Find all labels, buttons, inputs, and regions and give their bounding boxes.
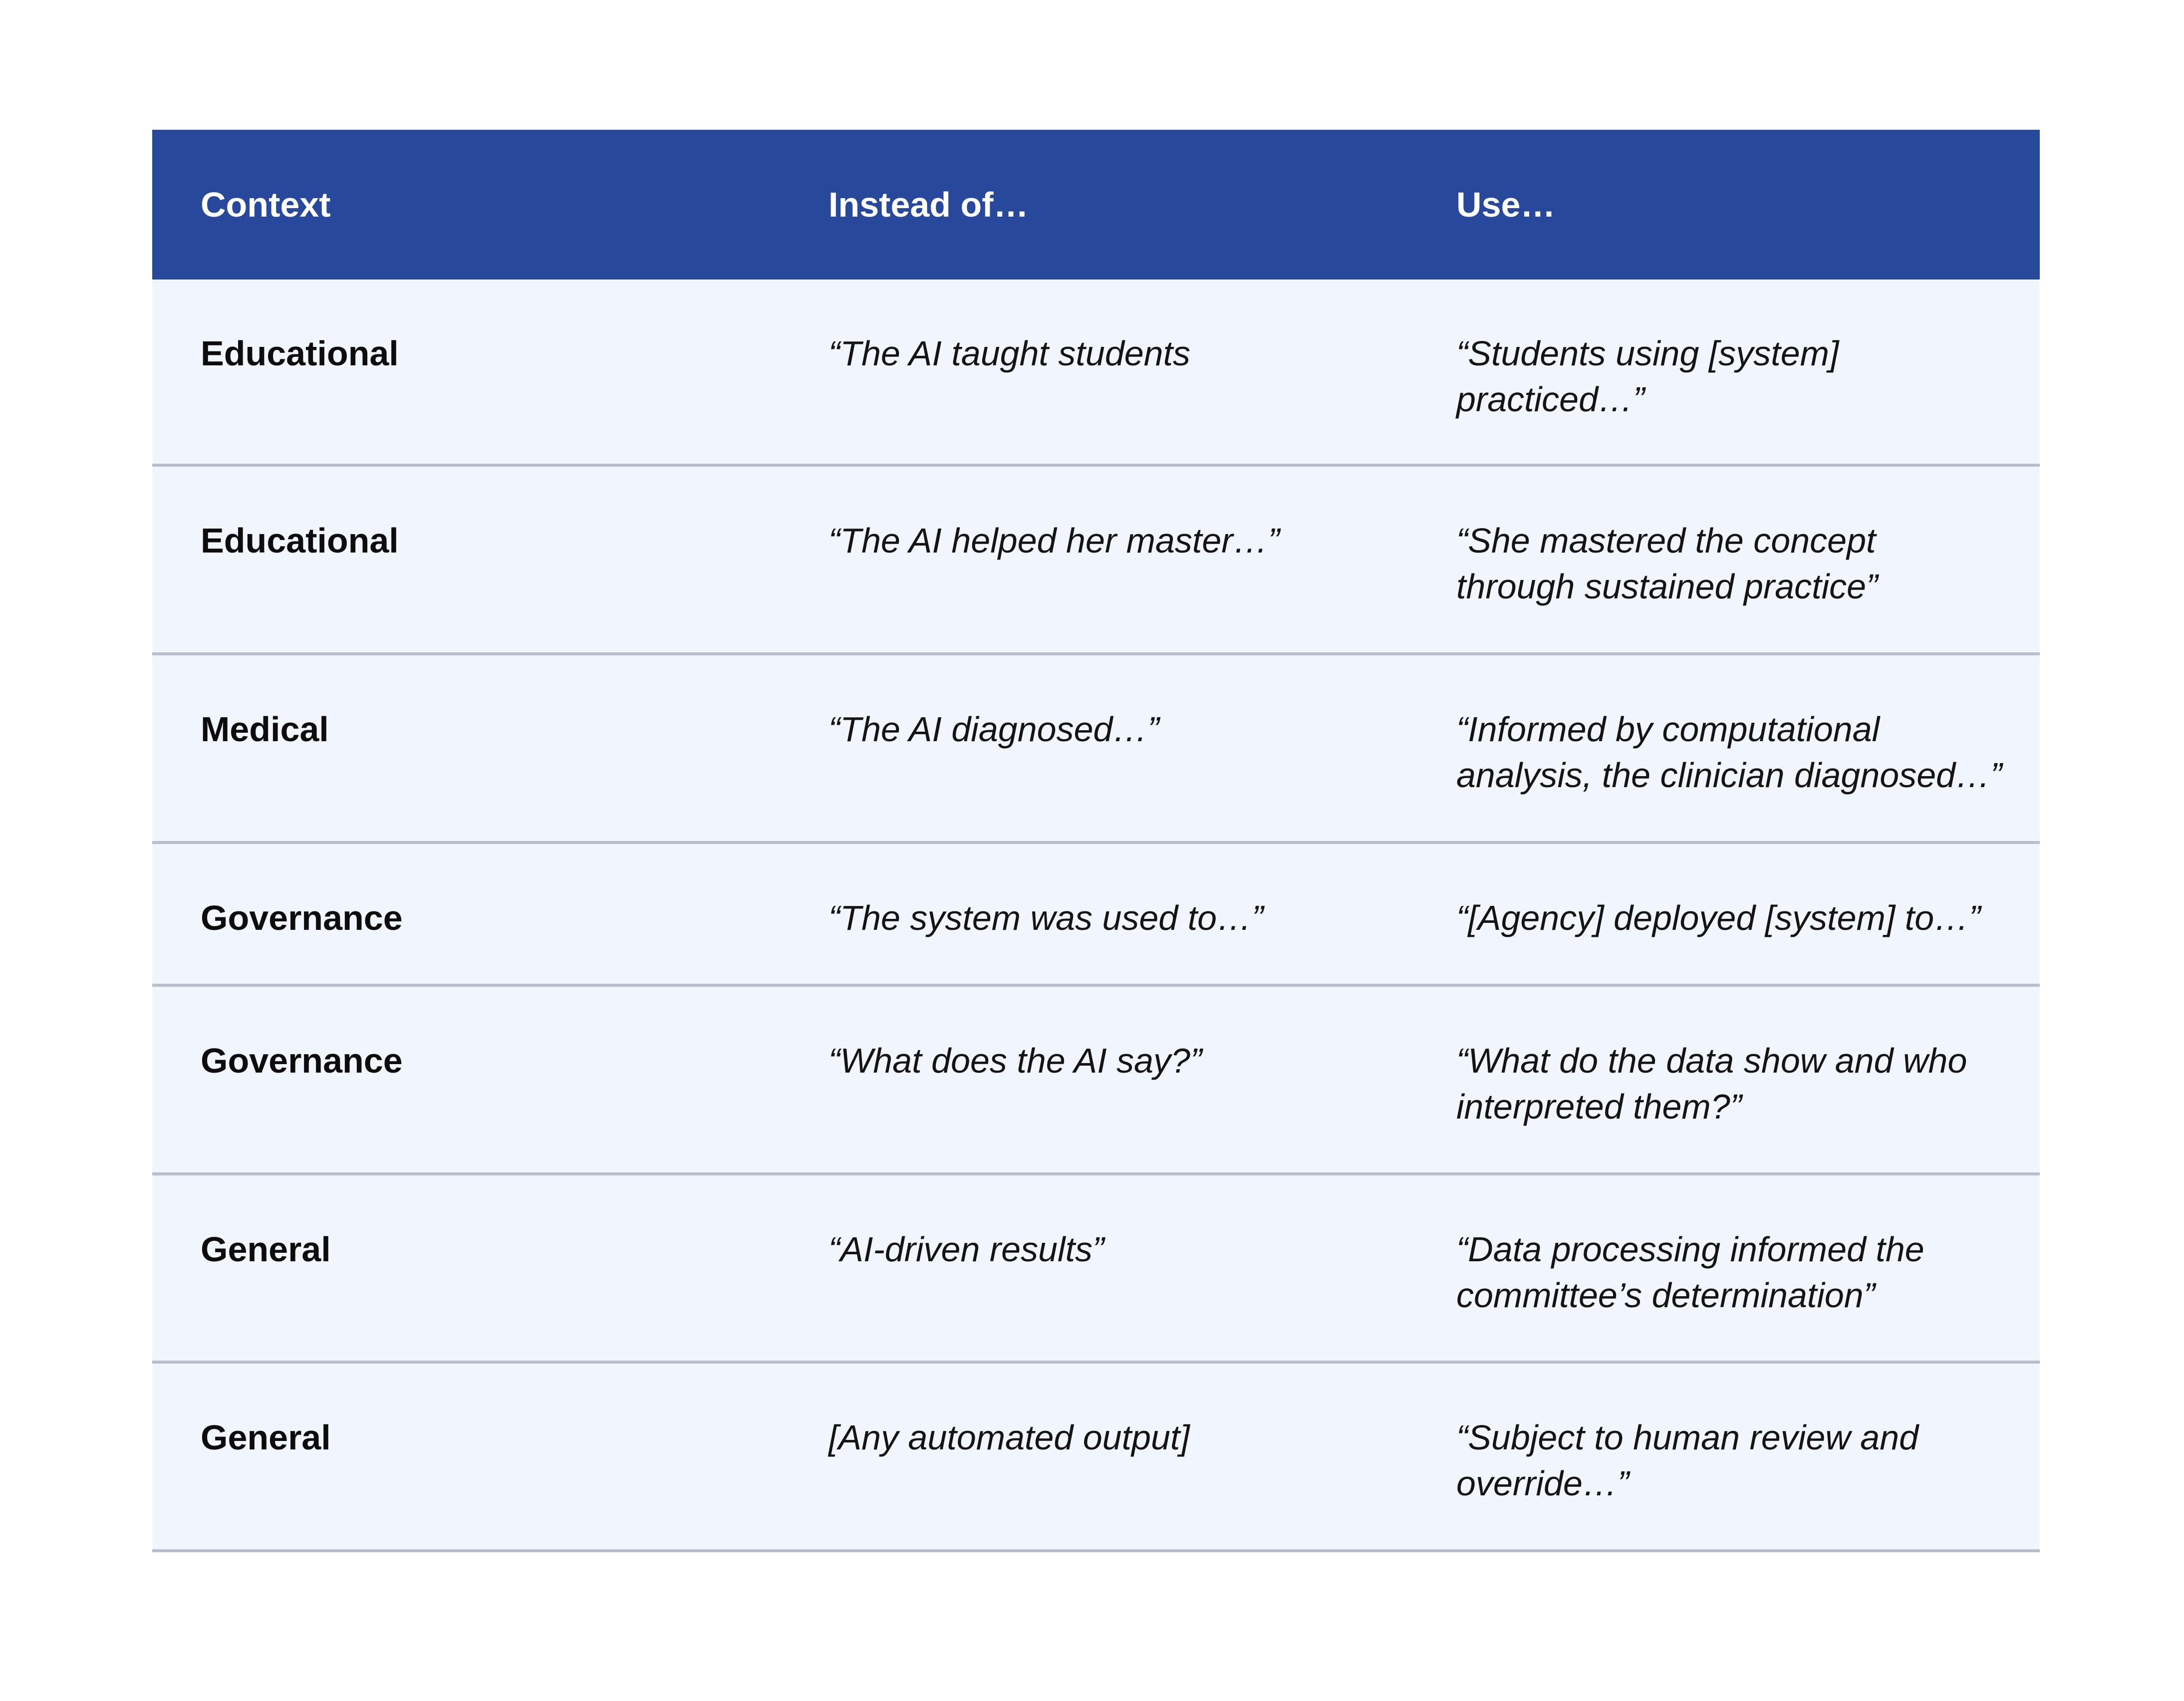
cell-context: General bbox=[201, 1230, 331, 1269]
cell-instead-of: “The AI helped her master…” bbox=[828, 521, 1280, 560]
cell-use: “What do the data show and who interpreted them?” bbox=[1456, 1041, 1967, 1126]
cell-instead-of: “AI-driven results” bbox=[828, 1230, 1104, 1269]
cell-use: “[Agency] deployed [system] to…” bbox=[1456, 898, 1981, 937]
cell-use: “Subject to human review and override…” bbox=[1456, 1418, 1919, 1503]
comparison-table bbox=[152, 130, 2040, 1552]
cell-instead-of: “The system was used to…” bbox=[828, 898, 1264, 937]
cell-instead-of: “The AI diagnosed…” bbox=[828, 710, 1159, 749]
header-instead-of: Instead of… bbox=[828, 185, 1029, 224]
cell-context: Educational bbox=[201, 334, 399, 373]
cell-use: “Students using [system] practiced…” bbox=[1456, 334, 1839, 419]
table-row bbox=[152, 655, 2040, 844]
cell-context: Medical bbox=[201, 710, 329, 749]
header-use: Use… bbox=[1456, 185, 1556, 224]
cell-instead-of: “The AI taught students bbox=[828, 334, 1191, 373]
cell-context: Governance bbox=[201, 898, 403, 937]
table-row bbox=[152, 844, 2040, 987]
cell-use: “She mastered the concept through sustained practice” bbox=[1456, 521, 1878, 606]
table-row bbox=[152, 1175, 2040, 1364]
table-row bbox=[152, 1364, 2040, 1552]
cell-context: Governance bbox=[201, 1041, 403, 1080]
cell-context: General bbox=[201, 1418, 331, 1457]
table-row bbox=[152, 987, 2040, 1175]
table-header bbox=[152, 130, 2040, 280]
table-row bbox=[152, 467, 2040, 655]
cell-context: Educational bbox=[201, 521, 399, 560]
table-row bbox=[152, 280, 2040, 467]
cell-instead-of: “What does the AI say?” bbox=[828, 1041, 1202, 1080]
cell-instead-of: [Any automated output] bbox=[828, 1418, 1190, 1457]
cell-use: “Informed by computational analysis, the clinician diagnosed…” bbox=[1456, 710, 2002, 795]
header-context: Context bbox=[201, 185, 331, 224]
cell-use: “Data processing informed the committee’s determination” bbox=[1456, 1230, 1924, 1315]
